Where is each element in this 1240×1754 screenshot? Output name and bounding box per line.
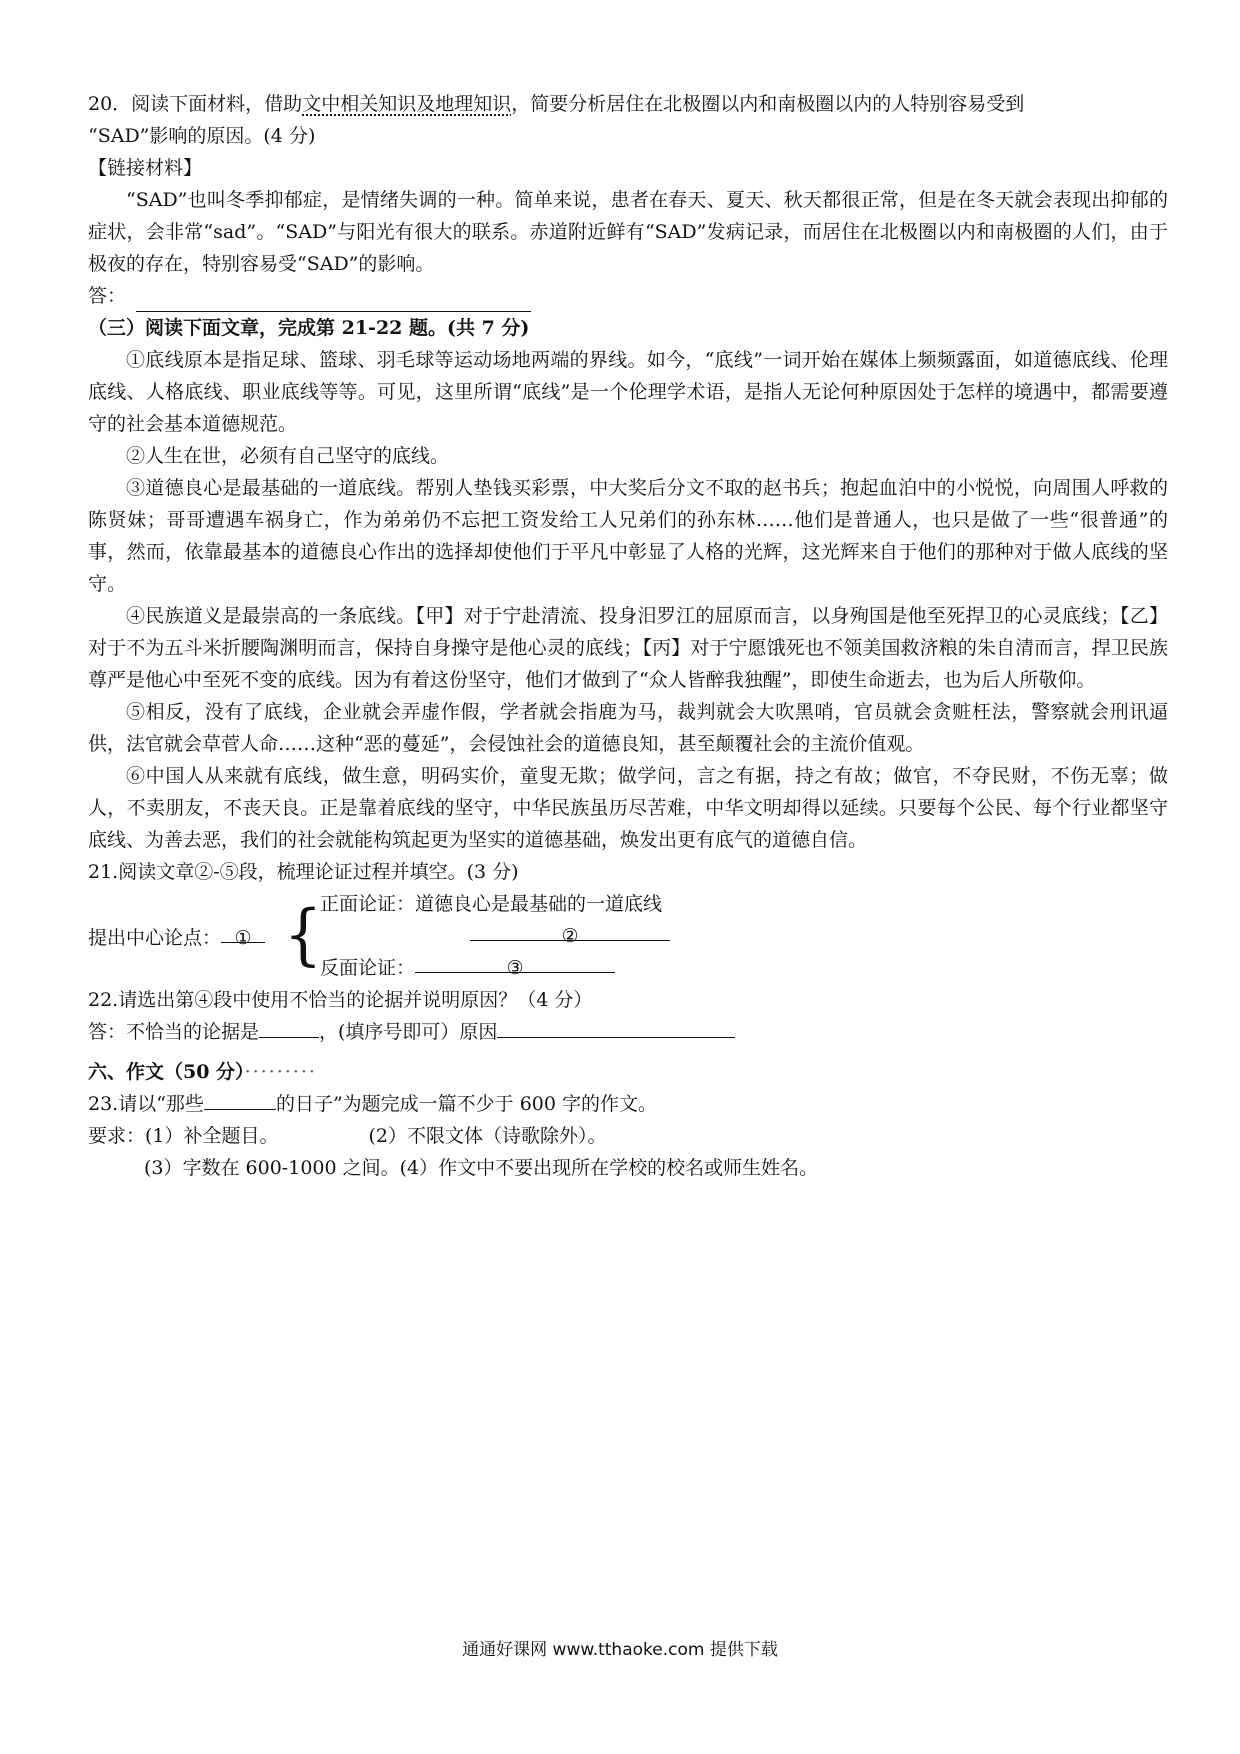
q21-middle-row xyxy=(320,920,670,952)
q20-line2: “SAD”影响的原因。(4 分) xyxy=(88,125,316,147)
q23-prompt xyxy=(88,1088,1168,1120)
q22-blank-choice[interactable] xyxy=(259,1017,319,1038)
q23-title-blank[interactable] xyxy=(204,1089,276,1110)
q20-answer-label: 答： xyxy=(88,285,127,307)
article-paragraph: ③道德良心是最基础的一道底线。帮别人垫钱买彩票，中大奖后分文不取的赵书兵；抱起血泊中的小悦悦，向周围人呼救的陈贤妹；哥哥遭遇车祸身亡，作为弟弟仍不忘把工资发给工人兄弟们的孙东林……他们是普通人，也只是做了一些“很普通”的事，然而，依靠最基本的道德良心作出的选择却使他们于平凡中彰显了人格的光辉，这光辉来自于他们的那种对于做人底线的坚守。 xyxy=(88,477,1168,595)
section6-title: 六、作文（50 分） xyxy=(88,1061,245,1083)
q23-requirements xyxy=(88,1120,1168,1152)
q21-diagram xyxy=(88,888,1168,984)
q22-prompt: 22.请选出第④段中使用不恰当的论据并说明原因？（4 分） xyxy=(88,989,593,1011)
article-paragraph: ⑥中国人从来就有底线，做生意，明码实价，童叟无欺；做学问，言之有据，持之有故；做官，不夺民财，不伤无辜；做人，不卖朋友，不丧天良。正是靠着底线的坚守，中华民族虽历尽苦难，中华文明却得以延续。只要每个公民、每个行业都坚守底线、为善去恶，我们的社会就能构筑起更为坚实的道德基础，焕发出更有底气的道德自信。 xyxy=(88,765,1168,851)
article-paragraph: ①底线原本是指足球、篮球、羽毛球等运动场地两端的界线。如今，“底线”一词开始在媒体上频频露面，如道德底线、伦理底线、人格底线、职业底线等等。可见，这里所谓“底线”是一个伦理学术语，是指人无论何种原因处于怎样的境遇中，都需要遵守的社会基本道德规范。 xyxy=(88,349,1168,435)
section6-title-row xyxy=(88,1056,1168,1088)
q21-left-label: 提出中心论点： xyxy=(88,927,222,949)
exam-page xyxy=(88,88,1168,1184)
q22-answer xyxy=(88,1016,1168,1048)
section3-title: （三）阅读下面文章，完成第 21-22 题。(共 7 分) xyxy=(88,317,530,339)
q22-answer-b: ，(填序号即可）原因 xyxy=(319,1021,498,1043)
q21-blank-2[interactable]: ② xyxy=(470,920,670,941)
article-paragraph: ④民族道义是最崇高的一条底线。【甲】对于宁赴清流、投身汨罗江的屈原而言，以身殉国是他至死捍卫的心灵底线；【乙】对于不为五斗米折腰陶渊明而言，保持自身操守是他心灵的底线；【丙】对于宁愿饿死也不领美国救济粮的朱自清而言，捍卫民族尊严是他心中至死不变的底线。因为有着这份坚守，他们才做到了“众人皆醉我独醒”，即使生命逝去，也为后人所敬仰。 xyxy=(88,605,1168,691)
q21-negative xyxy=(320,952,670,984)
q21-branches xyxy=(320,888,670,984)
footer-source: 通通好课网 www.tthaoke.com 提供下载 xyxy=(462,1640,778,1660)
article-paragraph: ②人生在世，必须有自己坚守的底线。 xyxy=(126,445,450,467)
q20-emphasis: 文中相关知识及地理知识 xyxy=(302,93,512,115)
dotted-decoration: ········· xyxy=(244,1061,317,1083)
q21-central-thesis xyxy=(88,922,265,954)
req-3: (3）字数在 600-1000 之间。(4）作文中不要出现所在学校的校名或师生姓名。 xyxy=(144,1157,819,1179)
material-title: 【链接材料】 xyxy=(88,157,203,179)
q20-line1 xyxy=(88,88,1168,120)
q22-answer-a: 答：不恰当的论据是 xyxy=(88,1021,260,1043)
q20-answer xyxy=(88,280,1168,312)
brace-icon: { xyxy=(284,896,323,974)
q20-text-a: 20．阅读下面材料，借助 xyxy=(88,93,303,115)
req-2: (2）不限文体（诗歌除外）。 xyxy=(368,1125,607,1147)
q23-text-b: 的日子”为题完成一篇不少于 600 字的作文。 xyxy=(275,1093,657,1115)
q23-text-a: 23.请以“那些 xyxy=(88,1093,204,1115)
q21-blank-1[interactable]: ① xyxy=(221,922,265,943)
q21-prompt: 21.阅读文章②-⑤段，梳理论证过程并填空。(3 分) xyxy=(88,861,519,883)
req-1: 要求：(1）补全题目。 xyxy=(88,1125,279,1147)
q21-positive: 正面论证：道德良心是最基础的一道底线 xyxy=(320,893,663,915)
q21-negative-label: 反面论证： xyxy=(320,957,416,979)
article-paragraph: ⑤相反，没有了底线，企业就会弄虚作假，学者就会指鹿为马，裁判就会大吹黑哨，官员就会贪赃枉法，警察就会刑讯逼供，法官就会草菅人命……这种“恶的蔓延”，会侵蚀社会的道德良知，甚至颠覆社会的主流价值观。 xyxy=(88,701,1168,755)
q20-answer-blank[interactable] xyxy=(136,291,531,312)
q21-blank-3[interactable]: ③ xyxy=(415,952,615,973)
q22-blank-reason[interactable] xyxy=(497,1017,735,1038)
q20-text-b: ，简要分析居住在北极圈以内和南极圈以内的人特别容易受到 xyxy=(511,93,1025,115)
material-text: “SAD”也叫冬季抑郁症，是情绪失调的一种。简单来说，患者在春天、夏天、秋天都很正常，但是在冬天就会表现出抑郁的症状，会非常“sad”。“SAD”与阳光有很大的联系。赤道附近鲜有“SAD”发病记录，而居住在北极圈以内和南极圈的人们，由于极夜的存在，特别容易受“SAD”的影响。 xyxy=(88,189,1168,275)
